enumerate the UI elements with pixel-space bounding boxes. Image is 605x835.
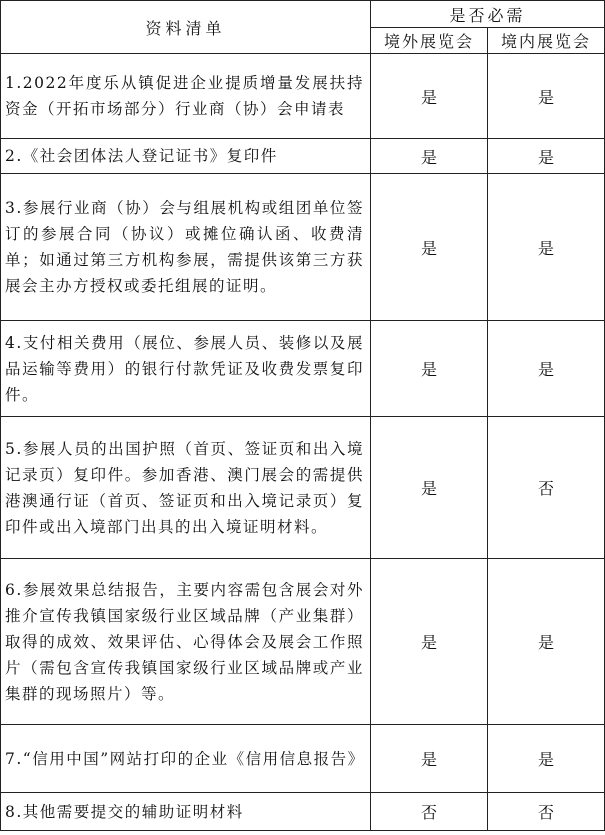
overseas-required-value: 是 (371, 174, 488, 321)
overseas-required-value: 是 (371, 559, 488, 725)
table-row (1, 417, 605, 559)
table-row (1, 54, 605, 139)
table-row (1, 725, 605, 793)
domestic-required-value: 是 (488, 139, 605, 174)
overseas-required-value: 否 (371, 793, 488, 831)
overseas-required-value: 是 (371, 417, 488, 559)
overseas-required-value: 是 (371, 725, 488, 793)
document-list-header: 资料清单 (1, 1, 371, 54)
domestic-required-value: 否 (488, 793, 605, 831)
domestic-required-value: 是 (488, 54, 605, 139)
document-item: 7.“信用中国”网站打印的企业《信用信息报告》 (1, 725, 371, 793)
document-item: 2.《社会团体法人登记证书》复印件 (1, 139, 371, 174)
domestic-required-value: 是 (488, 321, 605, 417)
domestic-required-value: 是 (488, 174, 605, 321)
overseas-required-value: 是 (371, 139, 488, 174)
overseas-required-value: 是 (371, 321, 488, 417)
table-row (1, 793, 605, 831)
domestic-required-value: 是 (488, 725, 605, 793)
domestic-required-value: 否 (488, 417, 605, 559)
document-item: 8.其他需要提交的辅助证明材料 (1, 793, 371, 831)
document-item: 6.参展效果总结报告，主要内容需包含展会对外推介宣传我镇国家级行业区域品牌（产业集群）取得的成效、效果评估、心得体会及展会工作照片（需包含宣传我镇国家级行业区域品牌或产业集群的现场照片）等。 (1, 559, 371, 725)
document-item: 1.2022年度乐从镇促进企业提质增量发展扶持资金（开拓市场部分）行业商（协）会申请表 (1, 54, 371, 139)
header-row-top (1, 1, 605, 28)
domestic-required-value: 是 (488, 559, 605, 725)
document-item: 5.参展人员的出国护照（首页、签证页和出入境记录页）复印件。参加香港、澳门展会的需提供港澳通行证（首页、签证页和出入境记录页）复印件或出入境部门出具的出入境证明材料。 (1, 417, 371, 559)
required-header: 是否必需 (371, 1, 605, 28)
table-row (1, 139, 605, 174)
table-row (1, 321, 605, 417)
table-row (1, 174, 605, 321)
document-item: 3.参展行业商（协）会与组展机构或组团单位签订的参展合同（协议）或摊位确认函、收费清单；如通过第三方机构参展，需提供该第三方获展会主办方授权或委托组展的证明。 (1, 174, 371, 321)
document-item: 4.支付相关费用（展位、参展人员、装修以及展品运输等费用）的银行付款凭证及收费发票复印件。 (1, 321, 371, 417)
table-row (1, 559, 605, 725)
overseas-required-value: 是 (371, 54, 488, 139)
overseas-exhibition-header: 境外展览会 (371, 28, 488, 54)
domestic-exhibition-header: 境内展览会 (488, 28, 605, 54)
